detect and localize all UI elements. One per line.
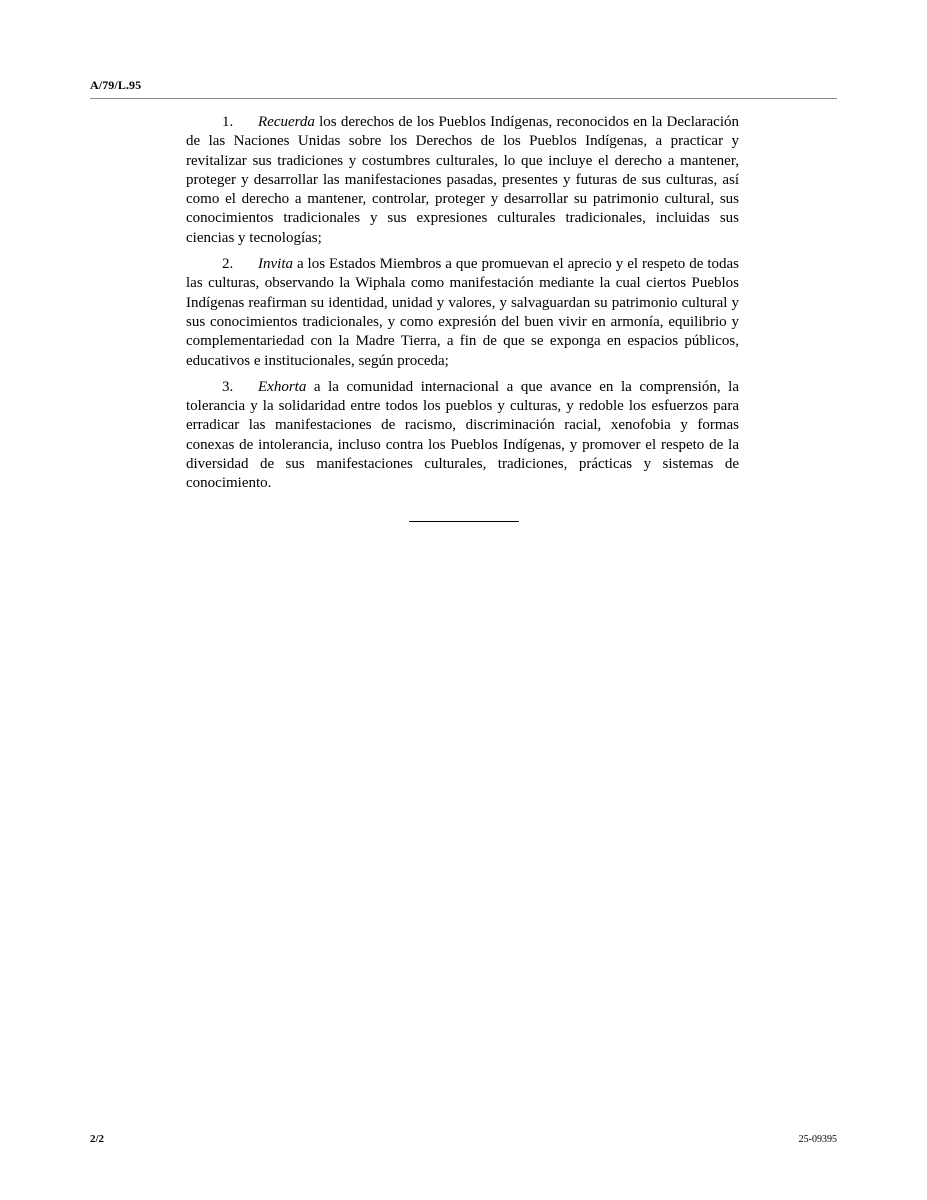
document-symbol: A/79/L.95 [90, 78, 142, 92]
paragraph-number: 1. [222, 114, 234, 130]
paragraph-number: 3. [222, 378, 234, 395]
paragraph-text: a la comunidad internacional a que avance en la comprensión, la tolerancia y la solidaridad entre todos los pueblos y culturas, y redoble los esfuerzos para erradicar las manifestaciones de racismo, discriminación racial, xenofobia y formas conexas de intolerancia, incluso contra los Pueblos Indígenas, y promover el respeto de la diversidad de sus manifestaciones culturales, tradiciones, prácticas y sistemas de conocimiento. [186, 378, 739, 492]
end-of-document-rule [409, 521, 519, 522]
document-body [186, 113, 739, 501]
page-number: 2/2 [90, 1133, 105, 1145]
paragraph-text: a los Estados Miembros a que promuevan el aprecio y el respeto de todas las culturas, observando la Wiphala como manifestación mediante la cual ciertos Pueblos Indígenas reafirman su identidad, unidad y valores, y salvaguardan su patrimonio cultural y sus conocimientos tradicionales, y como expresión del buen vivir en armonía, equilibrio y complementariedad con la Madre Tierra, a fin de que se exponga en espacios públicos, educativos e institucionales, según proceda; [186, 256, 739, 369]
paragraph-1 [186, 113, 739, 248]
document-code: 25-09395 [798, 1134, 837, 1145]
paragraph-verb: Exhorta [258, 378, 307, 395]
header-divider [90, 98, 837, 99]
paragraph-3 [186, 378, 739, 494]
paragraph-2 [186, 255, 739, 371]
paragraph-number: 2. [222, 256, 234, 273]
paragraph-verb: Recuerda [258, 114, 315, 130]
paragraph-text: los derechos de los Pueblos Indígenas, reconocidos en la Declaración de las Naciones Unidas sobre los Derechos de los Pueblos Indígenas, a practicar y revitalizar sus tradiciones y costumbres culturales, lo que incluye el derecho a mantener, proteger y desarrollar las manifestaciones pasadas, presentes y futuras de sus culturas, así como el derecho a mantener, controlar, proteger y desarrollar su patrimonio cultural, sus conocimientos tradicionales y sus expresiones culturales tradicionales, incluidas sus ciencias y tecnologías; [186, 114, 739, 246]
paragraph-verb: Invita [258, 256, 293, 273]
